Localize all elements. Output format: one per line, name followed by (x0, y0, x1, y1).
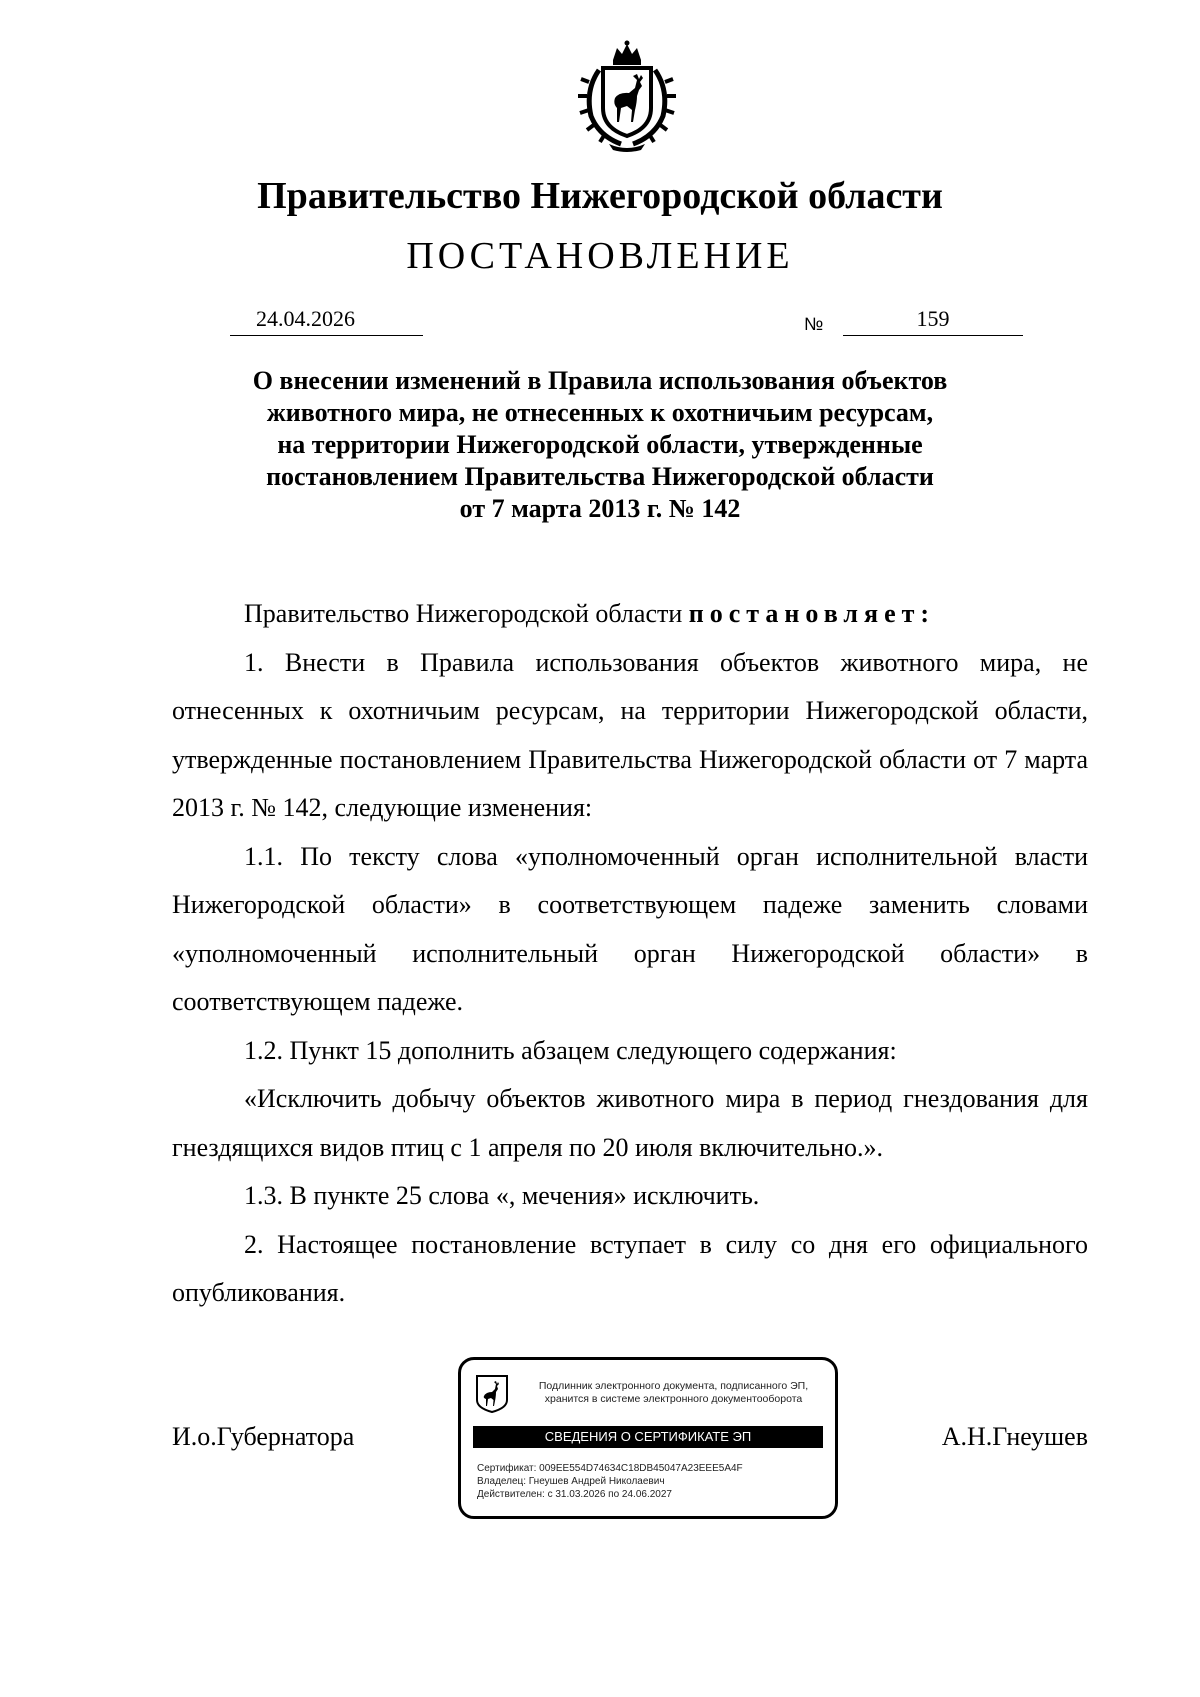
subject-line: на территории Нижегородской области, утвержденные (277, 430, 923, 459)
body-paragraph: «Исключить добычу объектов животного мира в период гнездования для гнездящихся видов птиц с 1 апреля по 20 июля включительно.». (172, 1084, 1088, 1162)
subject-line: О внесении изменений в Правила использования объектов (252, 366, 948, 395)
body-paragraph: 1. Внести в Правила использования объектов животного мира, не отнесенных к охотничьим ресурсам, на территории Нижегородской области, утвержденные постановлением Правительства Нижегородской области от 7 марта 2013 г. № 142, следующие изменения: (172, 647, 1088, 822)
certificate-owner: Владелец: Гнеушев Андрей Николаевич (477, 1476, 665, 1487)
body-paragraph: 1.2. Пункт 15 дополнить абзацем следующего содержания: (244, 1035, 897, 1065)
preamble-text: Правительство Нижегородской области (244, 599, 689, 628)
document-subject (180, 365, 1020, 525)
stamp-note (521, 1380, 826, 1406)
certificate-id: Сертификат: 009EE554D74634C18DB45047A23EEE5A4F (477, 1463, 743, 1474)
stamp-note-line: хранится в системе электронного документооборота (544, 1393, 803, 1405)
electronic-signature-stamp (458, 1357, 838, 1519)
signatory-role: И.о.Губернатора (172, 1422, 355, 1451)
subject-line: от 7 марта 2013 г. № 142 (459, 494, 741, 523)
stamp-note-line: Подлинник электронного документа, подписанного ЭП, (538, 1380, 809, 1392)
subject-line: постановлением Правительства Нижегородской области (266, 462, 934, 491)
document-number: 159 (843, 305, 1023, 336)
document-body (172, 590, 1088, 1318)
body-paragraph: 1.1. По тексту слова «уполномоченный орган исполнительной власти Нижегородской области» в соответствующем падеже заменить словами «уполномоченный исполнительный орган Нижегородской области» в соответствующем падеже. (172, 841, 1088, 1016)
subject-line: животного мира, не отнесенных к охотничьим ресурсам, (266, 398, 934, 427)
number-sign: № (804, 314, 824, 334)
deer-emblem-icon (475, 1374, 509, 1414)
preamble-paragraph (172, 590, 1088, 639)
document-date: 24.04.2026 (256, 306, 355, 331)
government-title: Правительство Нижегородской области (257, 175, 943, 217)
certificate-details (477, 1462, 743, 1501)
certificate-info-bar: СВЕДЕНИЯ О СЕРТИФИКАТЕ ЭП (473, 1426, 823, 1448)
signatory-name: А.Н.Гнеушев (941, 1422, 1088, 1451)
body-paragraph: 2. Настоящее постановление вступает в силу со дня его официального опубликования. (172, 1229, 1088, 1307)
document-type: ПОСТАНОВЛЕНИЕ (406, 235, 794, 277)
preamble-emphasis: постановляет: (688, 599, 936, 628)
coat-of-arms-icon (575, 40, 679, 152)
certificate-validity: Действителен: с 31.03.2026 по 24.06.2027 (477, 1489, 672, 1500)
body-paragraph: 1.3. В пункте 25 слова «, мечения» исключить. (244, 1181, 760, 1210)
document-date-field (230, 305, 423, 336)
